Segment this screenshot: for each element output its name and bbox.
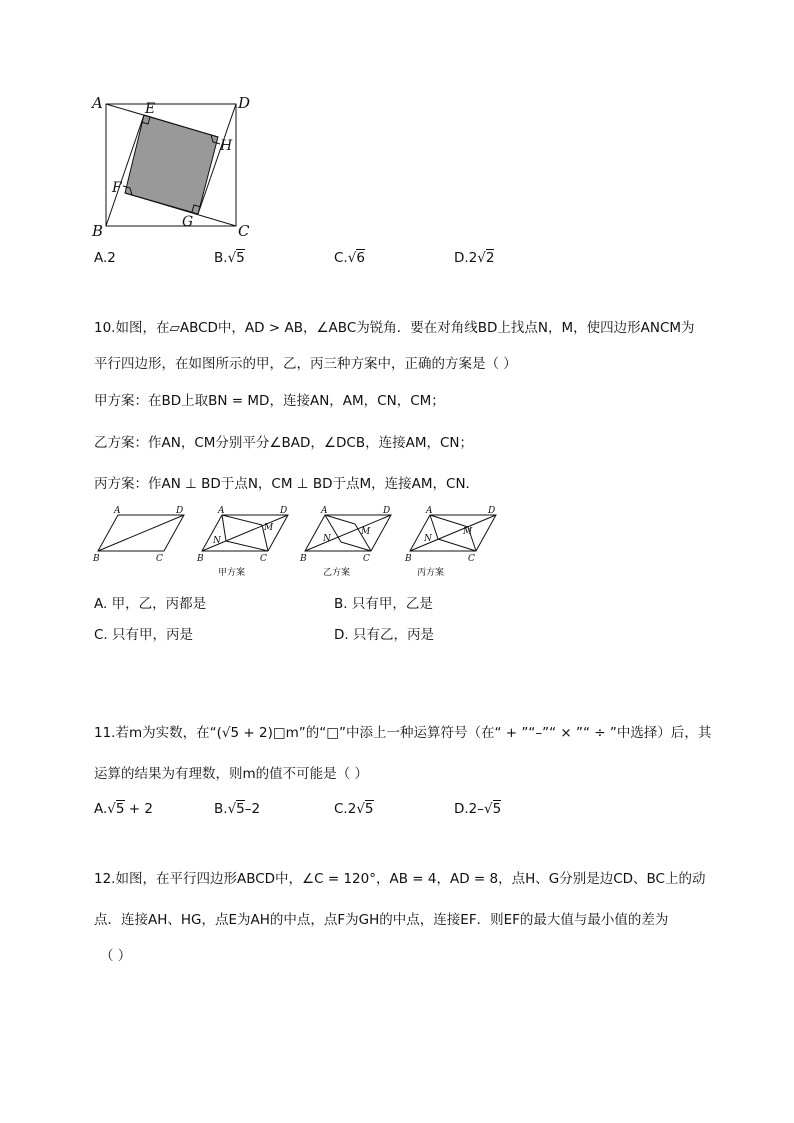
q11-option-d[interactable]: D.2–√5 bbox=[454, 801, 502, 817]
q10-stem-line2: 平行四边形，在如图所示的甲，乙，丙三种方案中，正确的方案是（ ） bbox=[94, 356, 517, 372]
label-F: F bbox=[112, 180, 122, 196]
q11-option-c[interactable]: C.2√5 bbox=[334, 801, 374, 817]
q9-option-c[interactable]: C.√6 bbox=[334, 250, 365, 266]
label-G: G bbox=[182, 214, 194, 230]
label-E: E bbox=[145, 101, 156, 117]
sqrt-symbol: √ bbox=[227, 250, 237, 266]
svg-text:B: B bbox=[405, 554, 412, 564]
q9-option-b[interactable]: B.√5 bbox=[214, 250, 245, 266]
label-H: H bbox=[220, 138, 233, 154]
sqrt-symbol: √ bbox=[484, 801, 493, 817]
svg-text:M: M bbox=[361, 527, 371, 537]
svg-text:D: D bbox=[176, 506, 184, 516]
svg-text:C: C bbox=[363, 554, 370, 564]
svg-text:A: A bbox=[321, 506, 328, 516]
svg-text:D: D bbox=[488, 506, 496, 516]
svg-text:B: B bbox=[93, 554, 100, 564]
q10-plan-jia: 甲方案：在BD上取BN = MD，连接AN，AM，CN，CM； bbox=[94, 393, 445, 409]
svg-text:D: D bbox=[280, 506, 288, 516]
svg-text:N: N bbox=[213, 536, 221, 546]
svg-text:C: C bbox=[260, 554, 267, 564]
caption-bing: 丙方案 bbox=[417, 568, 445, 578]
sqrt-symbol: √ bbox=[477, 250, 486, 266]
label-B: B bbox=[92, 222, 104, 240]
q10-figures bbox=[90, 505, 510, 581]
svg-text:A: A bbox=[426, 506, 433, 516]
label-A: A bbox=[92, 94, 103, 112]
svg-text:C: C bbox=[156, 554, 163, 564]
q10-option-a[interactable]: A. 甲，乙，丙都是 bbox=[94, 596, 207, 612]
sqrt-symbol: √ bbox=[107, 801, 116, 817]
sqrt-symbol: √ bbox=[347, 250, 357, 266]
sqrt-symbol: √ bbox=[227, 801, 237, 817]
q9-option-d[interactable]: D.2√2 bbox=[454, 250, 495, 266]
svg-text:N: N bbox=[323, 534, 331, 544]
svg-text:D: D bbox=[383, 506, 391, 516]
figure-bing bbox=[410, 515, 496, 551]
svg-text:C: C bbox=[468, 554, 475, 564]
svg-text:B: B bbox=[300, 554, 307, 564]
q10-option-c[interactable]: C. 只有甲，丙是 bbox=[94, 627, 194, 643]
svg-text:A: A bbox=[218, 506, 225, 516]
caption-yi: 乙方案 bbox=[323, 568, 351, 578]
q11-option-b[interactable]: B.√5–2 bbox=[214, 801, 261, 817]
figure-base bbox=[98, 515, 184, 551]
svg-text:M: M bbox=[463, 527, 473, 537]
q11-option-a[interactable]: A.√5 + 2 bbox=[94, 801, 153, 817]
q11-stem-line2: 运算的结果为有理数，则m的值不可能是（ ） bbox=[94, 766, 368, 782]
svg-text:A: A bbox=[114, 506, 121, 516]
label-C: C bbox=[238, 222, 250, 240]
q12-stem-line3: （ ） bbox=[100, 948, 132, 964]
square-figure bbox=[88, 92, 258, 242]
sqrt-symbol: √ bbox=[356, 801, 365, 817]
q9-option-a[interactable]: A.2 bbox=[94, 250, 116, 266]
svg-text:M: M bbox=[264, 523, 274, 533]
svg-text:N: N bbox=[424, 534, 432, 544]
figure-yi bbox=[305, 515, 391, 551]
q10-option-b[interactable]: B. 只有甲，乙是 bbox=[334, 596, 433, 612]
svg-text:B: B bbox=[197, 554, 204, 564]
q10-stem-line1: 10.如图，在▱ABCD中，AD > AB，∠ABC为锐角．要在对角线BD上找点N，M，使四边形ANCM为 bbox=[94, 320, 695, 336]
q12-stem-line1: 12.如图，在平行四边形ABCD中，∠C = 120°，AB = 4，AD = 8，点H、G分别是边CD、BC上的动 bbox=[94, 871, 706, 887]
q10-plan-yi: 乙方案：作AN，CM分别平分∠BAD，∠DCB，连接AM，CN； bbox=[94, 435, 473, 451]
label-D: D bbox=[238, 94, 251, 112]
q12-stem-line2: 点．连接AH、HG，点E为AH的中点，点F为GH的中点，连接EF．则EF的最大值与最小值的差为 bbox=[94, 912, 669, 928]
q10-plan-bing: 丙方案：作AN ⊥ BD于点N，CM ⊥ BD于点M，连接AM，CN． bbox=[94, 476, 480, 492]
sqrt-symbol: √ bbox=[221, 725, 231, 741]
q10-option-d[interactable]: D. 只有乙，丙是 bbox=[334, 627, 434, 643]
caption-jia: 甲方案 bbox=[218, 568, 246, 578]
q11-stem-line1: 11.若m为实数，在“(√5 + 2)□m”的“□”中添上一种运算符号（在“ + ”“–”“ × ”“ ÷ ”中选择）后，其 bbox=[94, 725, 712, 741]
